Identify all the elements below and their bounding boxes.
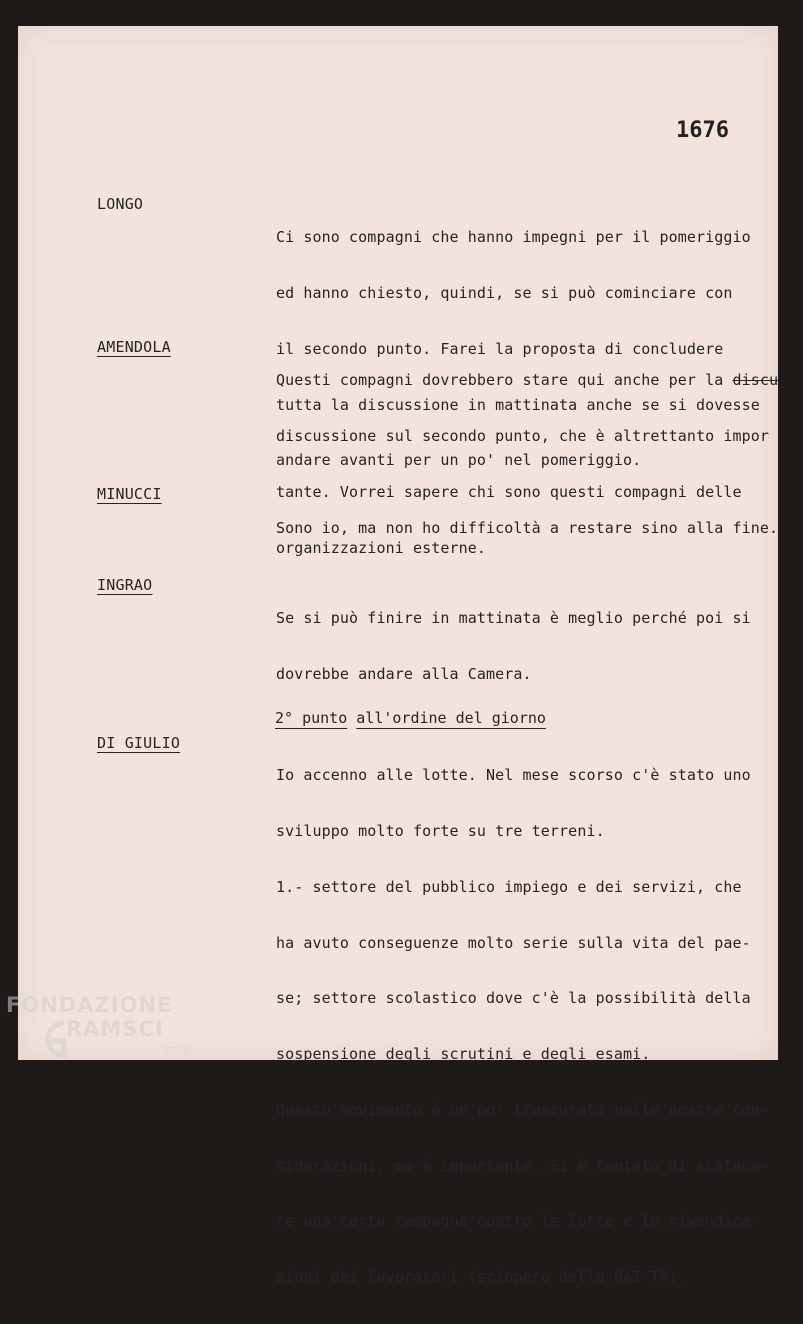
page-number: 1676 [676, 118, 729, 143]
speaker-amendola: AMENDOLA [97, 338, 171, 356]
gramsci-g-logo-icon [34, 1015, 68, 1065]
text-line: se; settore scolastico dove c'è la possibilità della [276, 989, 751, 1008]
document-page [18, 26, 779, 1287]
text-line: siderazioni, ma è importante. Si è tentato di scatena- [276, 1156, 770, 1175]
text-line: il secondo punto. Farei la proposta di concludere [276, 339, 724, 358]
speech-minucci [276, 482, 796, 575]
text-line: sospensione degli scrutini e degli esami. [276, 1045, 651, 1064]
text-line: dovrebbe andare alla Camera. [276, 664, 532, 683]
text-line: 1.- settore del pubblico impiego e dei servizi, che [276, 877, 742, 896]
text-line: Ci sono compagni che hanno impegni per il pomeriggio [276, 228, 751, 247]
text-line: discussione sul secondo punto, che è altrettanto impor [276, 426, 770, 445]
watermark-line-2: RAMSCI [66, 1017, 164, 1041]
watermark-line-1: FONDAZIONE [6, 993, 173, 1017]
text-line: tante. Vorrei sapere chi sono questi compagni delle [276, 482, 742, 501]
text-line: re una certa campagna contro le lotte e le rivendica- [276, 1212, 760, 1231]
text-line: Io accenno alle lotte. Nel mese scorso c'è stato uno [276, 766, 751, 785]
speech-ingrao [276, 572, 796, 721]
text-line: zioni dei lavoratori (sciopero della RAI-TV). [276, 1268, 687, 1287]
text-line: ha avuto conseguenze molto serie sulla vita del pae- [276, 933, 751, 952]
text-segment: Questi compagni dovrebbero stare qui anche per la [276, 371, 733, 390]
speech-di-giulio [276, 729, 796, 1324]
text-line: sviluppo molto forte su tre terreni. [276, 821, 605, 840]
text-line: tutta la discussione in mattinata anche se si dovesse [276, 395, 760, 414]
struck-text: discu [732, 371, 779, 390]
text-line: andare avanti per un po' nel pomeriggio. [276, 451, 642, 470]
speaker-minucci: MINUCCI [97, 485, 162, 503]
heading-part-1: 2° punto [275, 709, 348, 727]
watermark-onlus: onlus [166, 1045, 191, 1055]
speaker-longo: LONGO [97, 195, 144, 213]
speaker-ingrao: INGRAO [97, 576, 153, 594]
text-line: Se si può finire in mattinata è meglio perché poi si [276, 609, 751, 628]
text-line: Questo movimento è un po' trascurato nelle nostre con- [276, 1100, 770, 1119]
text-line: organizzazioni esterne. [276, 538, 487, 557]
fondazione-gramsci-watermark [6, 993, 206, 1073]
heading-part-2: all'ordine del giorno [356, 709, 546, 727]
section-heading [275, 709, 546, 727]
text-line: Sono io, ma non ho difficoltà a restare sino alla fine. [276, 519, 779, 538]
text-line [276, 371, 796, 390]
speaker-di-giulio: DI GIULIO [97, 734, 181, 752]
text-line: ed hanno chiesto, quindi, se si può cominciare con [276, 283, 733, 302]
